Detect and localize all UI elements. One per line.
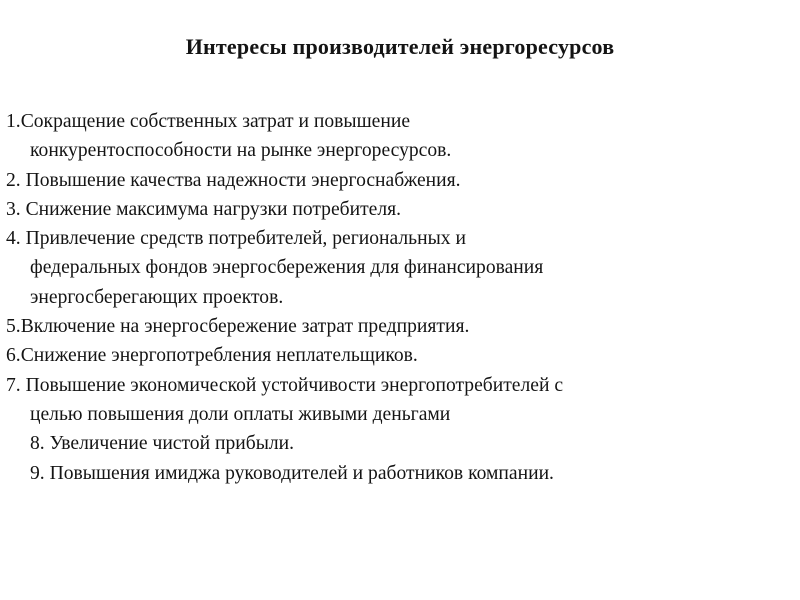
list-item-4 [6,224,796,312]
list-item-7-line-2: целью повышения доли оплаты живыми деньгами [30,403,451,425]
slide-title: Интересы производителей энергоресурсов [185,34,615,59]
list-item-2-line-1: 2. Повышение качества надежности энергоснабжения. [6,169,461,191]
list-item-1-line-1: 1.Сокращение собственных затрат и повышение [6,111,411,132]
list-item-4-line-3: энергосберегающих проектов. [30,286,284,308]
list-item-7 [6,371,796,430]
list-item-5 [6,312,796,341]
list-item-6 [6,341,796,370]
list-item-1 [6,107,796,166]
list-item-9 [6,459,796,488]
list-item-3 [6,195,796,224]
list-item-1-line-2: конкурентоспособности на рынке энергоресурсов. [30,140,452,162]
list-item-2 [6,166,796,195]
list-item-4-line-1: 4. Привлечение средств потребителей, региональных и [6,228,466,250]
interests-list [6,107,796,488]
list-item-6-line-1: 6.Снижение энергопотребления неплательщиков. [6,345,418,367]
list-item-7-line-1: 7. Повышение экономической устойчивости энергопотребителей с [6,374,564,396]
list-item-4-line-2: федеральных фондов энергосбережения для финансирования [30,257,544,279]
list-item-5-line-1: 5.Включение на энергосбережение затрат предприятия. [6,316,470,338]
list-item-8-line-1: 8. Увеличение чистой прибыли. [30,433,295,455]
list-item-8 [6,429,796,458]
list-item-3-line-1: 3. Снижение максимума нагрузки потребителя. [6,198,402,220]
list-item-9-line-1: 9. Повышения имиджа руководителей и работников компании. [30,462,554,484]
